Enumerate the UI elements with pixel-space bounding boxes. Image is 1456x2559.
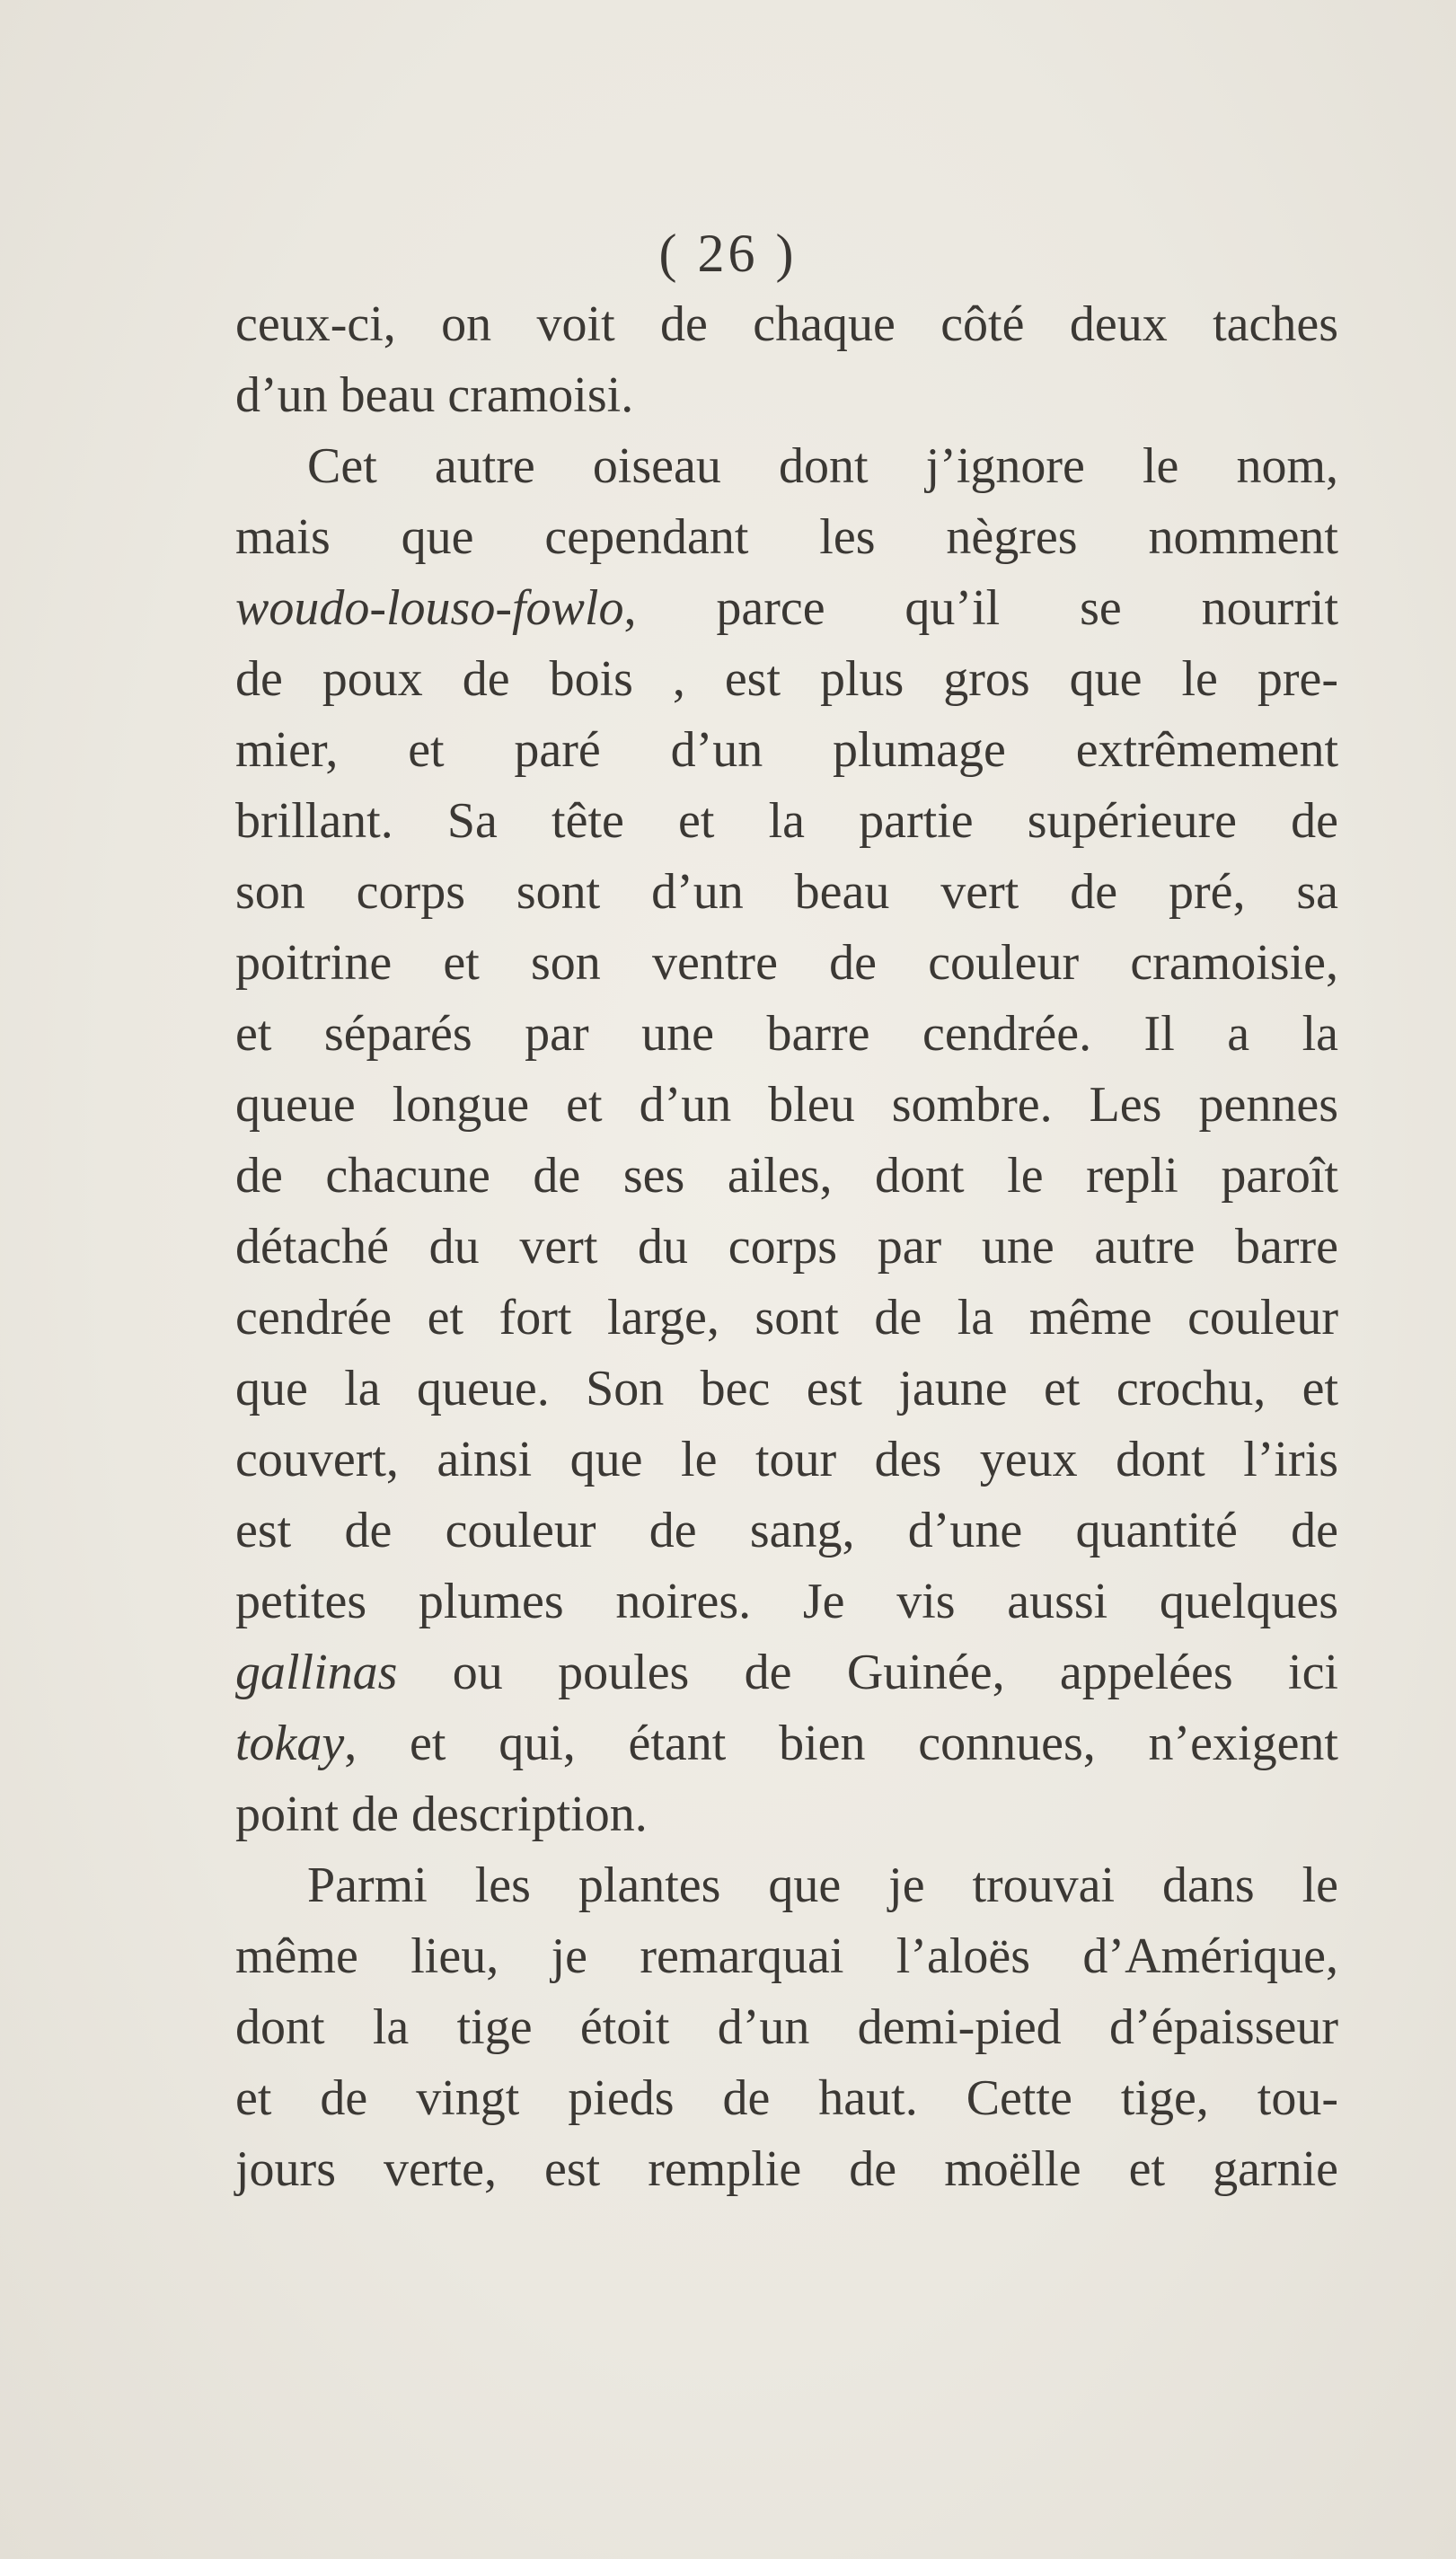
text-line	[235, 1566, 1338, 1637]
line-text: poitrine et son ventre de couleur cramoisie,	[235, 935, 1338, 991]
line-text: petites plumes noires. Je vis aussi quelques	[235, 1574, 1338, 1629]
line-text: même lieu, je remarquai l’aloës d’Amérique,	[235, 1928, 1338, 1984]
line-text: Cet autre oiseau dont j’ignore le nom,	[307, 438, 1338, 494]
text-line	[235, 502, 1338, 573]
text-line	[235, 1779, 1338, 1850]
text-line	[235, 360, 1338, 431]
italic-term: gallinas	[235, 1645, 398, 1700]
line-text: est de couleur de sang, d’une quantité de	[235, 1503, 1338, 1558]
text-line	[235, 2063, 1338, 2134]
line-text: de chacune de ses ailes, dont le repli paroît	[235, 1148, 1338, 1204]
italic-term: tokay	[235, 1716, 345, 1771]
line-text: que la queue. Son bec est jaune et crochu, et	[235, 1361, 1338, 1416]
line-text: de poux de bois , est plus gros que le pre-	[235, 651, 1338, 707]
text-line	[235, 1708, 1338, 1779]
text-line	[235, 431, 1338, 502]
line-text: Parmi les plantes que je trouvai dans le	[307, 1857, 1338, 1913]
text-line	[235, 786, 1338, 857]
text-line	[235, 644, 1338, 715]
text-line	[235, 1992, 1338, 2063]
line-text: ceux-ci, on voit de chaque côté deux taches	[235, 296, 1338, 352]
line-text: d’un beau cramoisi.	[235, 367, 634, 423]
text-line	[235, 1141, 1338, 1212]
line-text: , parce qu’il se nourrit	[623, 580, 1338, 636]
text-line	[235, 1354, 1338, 1425]
text-line	[235, 1283, 1338, 1354]
italic-term: woudo-louso-fowlo	[235, 580, 624, 636]
line-text: jours verte, est remplie de moëlle et garnie	[235, 2141, 1338, 2197]
text-line	[235, 1850, 1338, 1921]
line-text: ou poules de Guinée, appelées ici	[397, 1645, 1338, 1700]
text-line	[235, 1212, 1338, 1283]
text-line	[235, 2134, 1338, 2205]
text-line	[235, 573, 1338, 644]
line-text: point de description.	[235, 1787, 648, 1842]
page-number: ( 26 )	[658, 224, 798, 283]
line-text: détaché du vert du corps par une autre barre	[235, 1219, 1338, 1275]
line-text: son corps sont d’un beau vert de pré, sa	[235, 864, 1338, 920]
line-text: queue longue et d’un bleu sombre. Les pennes	[235, 1077, 1338, 1133]
text-line	[235, 1070, 1338, 1141]
line-text: cendrée et fort large, sont de la même couleur	[235, 1290, 1338, 1346]
line-text: et de vingt pieds de haut. Cette tige, tou-	[235, 2070, 1338, 2126]
text-line	[235, 928, 1338, 999]
text-line	[235, 715, 1338, 786]
text-line	[235, 857, 1338, 928]
text-line	[235, 999, 1338, 1070]
line-text: brillant. Sa tête et la partie supérieure de	[235, 793, 1338, 849]
text-line	[235, 1496, 1338, 1566]
body-text	[235, 289, 1338, 2205]
line-text: et séparés par une barre cendrée. Il a la	[235, 1006, 1338, 1062]
line-text: mier, et paré d’un plumage extrêmement	[235, 722, 1338, 778]
line-text: mais que cependant les nègres nomment	[235, 509, 1338, 565]
line-text: dont la tige étoit d’un demi-pied d’épaisseur	[235, 1999, 1338, 2055]
text-line	[235, 289, 1338, 360]
line-text: couvert, ainsi que le tour des yeux dont l’iris	[235, 1432, 1338, 1487]
text-line	[235, 1637, 1338, 1708]
text-line	[235, 1921, 1338, 1992]
line-text: , et qui, étant bien connues, n’exigent	[344, 1716, 1338, 1771]
text-line	[235, 1425, 1338, 1496]
